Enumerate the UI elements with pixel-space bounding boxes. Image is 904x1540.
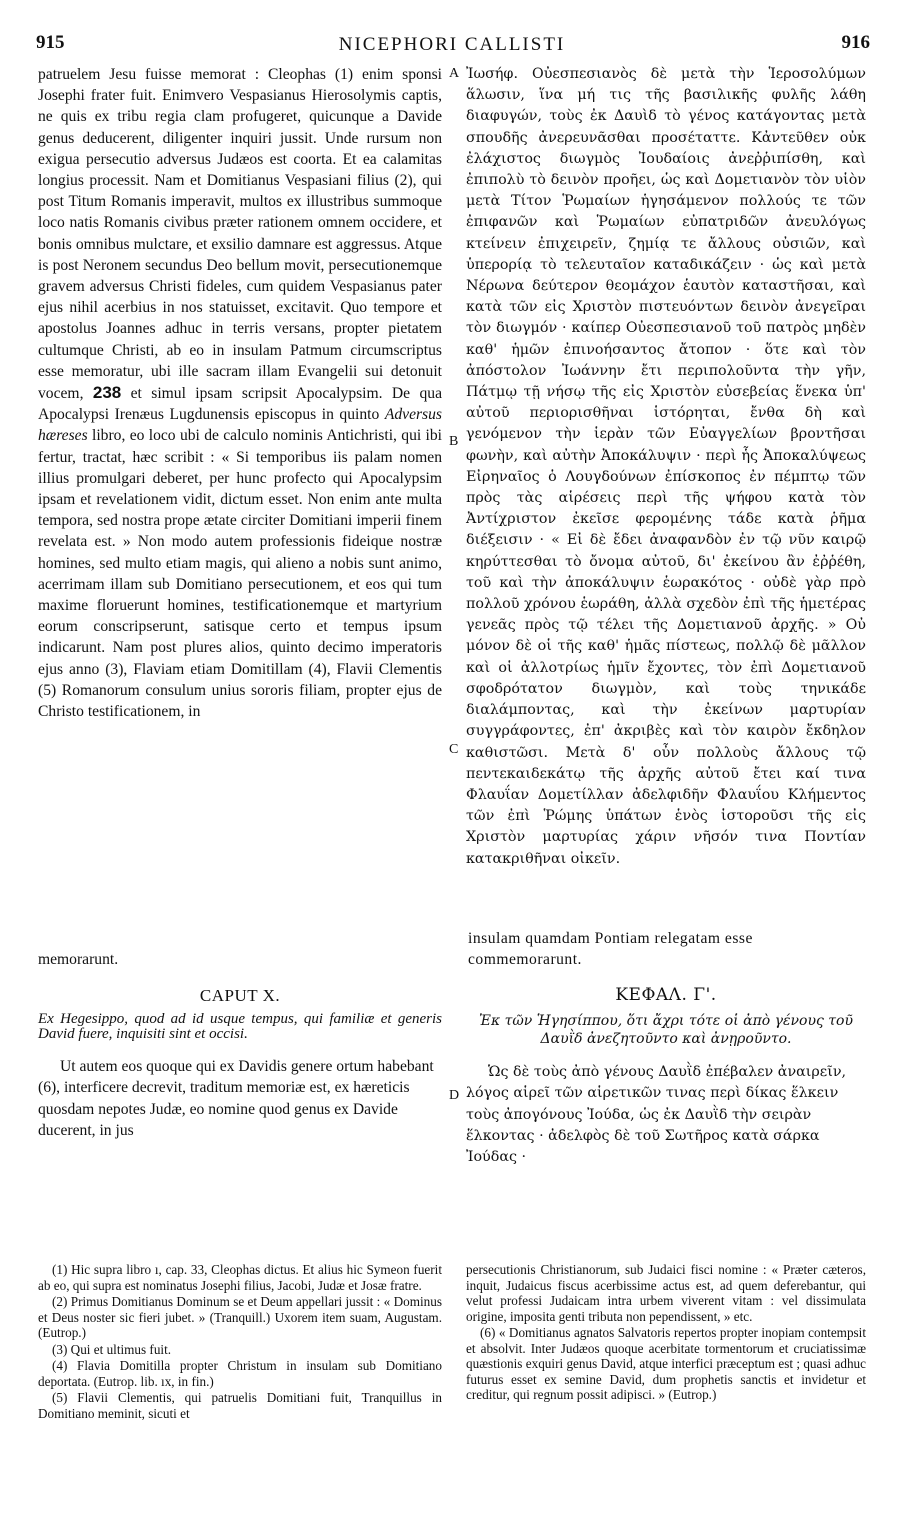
chapter-latin	[38, 985, 442, 1141]
footnote: (3) Qui et ultimus fuit.	[52, 1341, 172, 1357]
chapter-greek	[466, 985, 866, 1168]
margin-marker-b: B	[449, 434, 459, 449]
bridge-right-text: insulam quamdam Pontiam relegatam esse commemorarunt.	[468, 930, 753, 969]
running-header	[30, 32, 874, 62]
chapter-body-latin: Ut autem eos quoque qui ex Davidis genere ortum habebant (6), interficere decrevit, traditum memoriæ est, ex hæreticis quosdam nepotes Judæ, eo nomine quod genus ex Davide ducerent, in jus	[38, 1058, 434, 1139]
latin-column-top	[38, 64, 442, 722]
footnotes-left	[38, 1262, 442, 1422]
latin-paragraph-part2: et simul ipsam scripsit Apocalypsim. De qua Apocalypsi Irenæus Lugdunensis episcopus in quinto	[38, 385, 442, 424]
greek-paragraph: Ἰωσήφ. Οὐεσπεσιανὸς δὲ μετὰ τὴν Ἱεροσολύμων ἅλωσιν, ἵνα μή τις τῆς βασιλικῆς φυλῆς λάθη διαφυγών, τοὺς ἐκ Δαυὶδ τὸ γένος κατάγοντας μετὰ σπουδῆς ἀνερευνᾶσθαι προσέταττε. Κἀντεῦθεν οὐκ ἐλάχιστος διωγμὸς Ἰουδαίοις ἀνεῤῥιπίσθη, καὶ ἐπιπολὺ τὸ δεινὸν προῆει, ὡς καὶ Δομετιανὸν τὸν υἱὸν μετὰ Τίτον Ῥωμαίων ἡγησάμενον πολλούς τε τῶν ἐπιφανῶν καὶ Ῥωμαίων εὐπατριδῶν ἀνευλόγως κτείνειν ἐπιχειρεῖν, ζημίᾳ τε ἄλλους οὐσιῶν, καὶ ὑπερορίᾳ τὸ τελευταῖον καταδικάζειν · ὡς καὶ μετὰ Νέρωνα δεύτερον θεομάχον ἑαυτὸν καταστῆσαι, καὶ κατὰ τῶν εἰς Χριστὸν πιστευόντων δεινὸν ἀνεγεῖραι τὸν διωγμόν · καίπερ Οὐεσπεσιανοῦ τοῦ πατρὸς μηδὲν καθ' ἡμῶν ἐπινοήσαντος ἄτοπον · ὅτε καὶ τὸν ἀπόστολον Ἰωάννην ἔτι περιπολοῦντα τὴν γῆν, Πάτμῳ τῇ νήσῳ τῆς εἰς Χριστὸν εὐσεβείας ἕνεκα ὑπ' αὐτοῦ περιορισθῆναι ἱστόρηται, ἔνθα δὴ καὶ γενόμενον τὴν ἱερὰν τῶν Εὐαγγελίων βροντῆσαι φωνὴν, καὶ αὐτὴν Ἀποκάλυψιν · περὶ ἧς Ἀποκαλύψεως Εἰρηναῖος ὁ Λουγδούνων ἐπίσκοπος ἐν πέμπτῳ τῶν πρὸς τὰς αἱρέσεις περὶ τῆς ψήφου κατὰ τὸν Ἀντίχριστον ἐκεῖσε φερομένης τάδε κατὰ ῥῆμα διέξεισιν · « Εἰ δὲ ἔδει ἀναφανδὸν ἐν τῷ νῦν καιρῷ κηρύττεσθαι τὸ ὄνομα αὐτοῦ, δι' ἐκείνου ἂν ἐῤῥέθη, τοῦ καὶ τὴν ἀποκάλυψιν ἑωρακότος · οὐδὲ γὰρ πρὸ πολλοῦ χρόνου ἑωράθη, ἀλλὰ σχεδὸν ἐπὶ τῆς ἡμετέρας γενεᾶς πρὸς τῷ τέλει τῆς Δομετιανοῦ ἀρχῆς. » Οὐ μόνον δὲ οἱ τῆς καθ' ἡμᾶς πίστεως, πολλῷ δὲ μᾶλλον καὶ οἱ ἀλλοτρίως ἡμῖν ἔχοντες, τὸν ἐπὶ Δομετιανοῦ σφοδρότατον διωγμὸν, καὶ τοὺς τηνικάδε διαλάμποντας, καὶ τὴν ἐκείνων μαρτυρίαν συγγράφοντες, ἐπ' ἀκριβὲς καὶ τὸν καιρὸν ἔκδηλον καθιστῶσι. Μετὰ δ' οὖν πολλοὺς ἄλλους τῷ πεντεκαιδεκάτῳ τῆς ἀρχῆς αὐτοῦ ἔτει καί τινα Φλαυΐαν Δομετίλλαν ἀδελφιδῆν Φλαυΐου Κλήμεντος τῶν ἐπὶ Ῥώμης ὑπάτων ἑνὸς ἱστοροῦσι τῆς εἰς Χριστὸν μαρτυρίας χάριν νῆσόν τινα Ποντίαν κατακριθῆναι οἰκεῖν.	[466, 66, 866, 867]
chapter-subtitle-latin: Ex Hegesippo, quod ad id usque tempus, qui familiæ et generis David fuere, inquisiti sint et occisi.	[38, 1011, 442, 1043]
running-title: NICEPHORI CALLISTI	[338, 34, 566, 55]
page-mark: 238	[92, 383, 122, 403]
footnote: (1) Hic supra libro ı, cap. 33, Cleophas dictus. Et alius hic Symeon fuerit ab eo, qui supra est nominatus Josephi filius, Jacobi, Judæ et Josæ fratre.	[38, 1262, 442, 1293]
footnote: (5) Flavii Clementis, qui patruelis Domitiani fuit, Tranquillus in Domitiano meminit, sicuti et	[38, 1390, 442, 1421]
footnote: (2) Primus Domitianus Dominum se et Deum appellari jussit : « Dominus et Deus noster sic fieri jubet. » (Tranquill.) Uxorem item suam, Augustam. (Eutrop.)	[38, 1294, 442, 1340]
latin-italic-title: Adversus hæreses	[38, 406, 442, 445]
bridge-left-text: memorarunt.	[38, 951, 119, 968]
latin-paragraph-part1: patruelem Jesu fuisse memorat : Cleophas (1) enim sponsi Josephi frater fuit. Enimvero Vespasianus Hierosolymis captis, ne quis ex tribu regia clam profugeret, quicunque a Davide genus deducerent, diligenter inquiri jussit. Unde rursum non exigua persecutio adversus Judæos est coorta. Et ea calamitas longius processit. Nam et Domitianus Vespasiani filius (2), qui post Titum Romanis imperavit, multos ex illustribus summoque loco natis Romanis civibus præter rationem omnem occidere, et bonis omnibus mulctare, et exsilio damnare est aggressus. Atque is post Neronem secundus Deo bellum movit, persecutionemque gravem adversus Christi fideles, cum quidem Vespasianus pater ejus nihil acerbius in nos statuisset, excitavit. Quo tempore et apostolus Joannes adhuc in terris versans, propter pietatem cultumque Christi, ab eo in insulam Patmum circumscriptus esse memoratur, ubi ille sacram illam Evangelii sui detonuit vocem,	[38, 66, 442, 403]
footnote: (6) « Domitianus agnatos Salvatoris repertos propter inopiam contempsit et absolvit. Inter Judæos quoque acerbitate tormentorum et cruciatissimæ quæstionis exquiri genus David, atque interfici præceptum est ; quasi adhuc futurus esset ex semine David, dum prophetis sanctis et invidetur et creditur, qui regnum possit adipisci. » (Eutrop.)	[466, 1325, 866, 1402]
chapter-heading-latin: CAPUT X.	[199, 986, 281, 1005]
chapter-heading-greek: ΚΕΦΑΛ. Γ'.	[615, 985, 717, 1005]
greek-column-top	[466, 64, 866, 870]
chapter-subtitle-greek: Ἐκ τῶν Ἡγησίππου, ὅτι ἄχρι τότε οἱ ἀπὸ γένους τοῦ Δαυῒδ ἀνεζητοῦντο καὶ ἀνῃροῦντο.	[479, 1013, 853, 1048]
margin-marker-a: A	[449, 66, 460, 81]
latin-paragraph-part3: libro, eo loco ubi de calculo nominis Antichristi, qui ibi fertur, tractat, hæc scribit : « Si temporibus iis palam nomen illius promulgari deberet, per hunc profecto qui Apocalypsim ipsam et revelationem vidit, dictum esset. Non enim ante multa tempora, sed nostra prope ætate circiter Domitiani imperii finem revelata est. » Non modo autem professionis fideique nostræ homines, sed multo etiam magis, qui alieno a nobis sunt animo, acerrimam illam sub Domitiano persecutionem, et eos qui tum maxime floruerunt homines, testificationemque et martyrium eorum conscripserunt, satisque certo et tempus ipsum indicarunt. Nam post plures alios, quinto decimo imperatoris ejus anno (3), Flaviam etiam Domitillam (4), Flavii Clementis (5) Romanorum consulum unius sororis filiam, propter ejus de Christo testificationem, in	[38, 427, 442, 721]
page-number-right: 916	[841, 32, 870, 53]
chapter-body-greek: Ὡς δὲ τοὺς ἀπὸ γένους Δαυῒδ ἐπέβαλεν ἀναιρεῖν, λόγος αἱρεῖ τῶν αἱρετικῶν τινας περὶ δίκας ἕλκειν τοὺς ἀπογόνους Ἰούδα, ὡς ἐκ Δαυῒδ τὴν σειρὰν ἕλκοντας · ἀδελφὸς δὲ τοῦ Σωτῆρος κατὰ σάρκα Ἰούδας ·	[466, 1064, 847, 1166]
footnote: (4) Flavia Domitilla propter Christum in insulam sub Domitiano deportata. (Eutrop. lib. ıx, in fin.)	[38, 1358, 442, 1389]
margin-marker-d: D	[449, 1088, 460, 1103]
page-number-left: 915	[36, 32, 65, 53]
footnote-continued: persecutionis Christianorum, sub Judaici fisci nomine : « Præter cæteros, inquit, Judaicus fiscus acerbissime actus est, ad quem deferebantur, qui velut professi Judaicam intra urbem viverent vitam : vel dissimulata origine, imposita genti tributa non pependissent, » etc.	[466, 1262, 866, 1324]
footnotes-right	[466, 1262, 866, 1404]
margin-marker-c: C	[449, 742, 459, 757]
